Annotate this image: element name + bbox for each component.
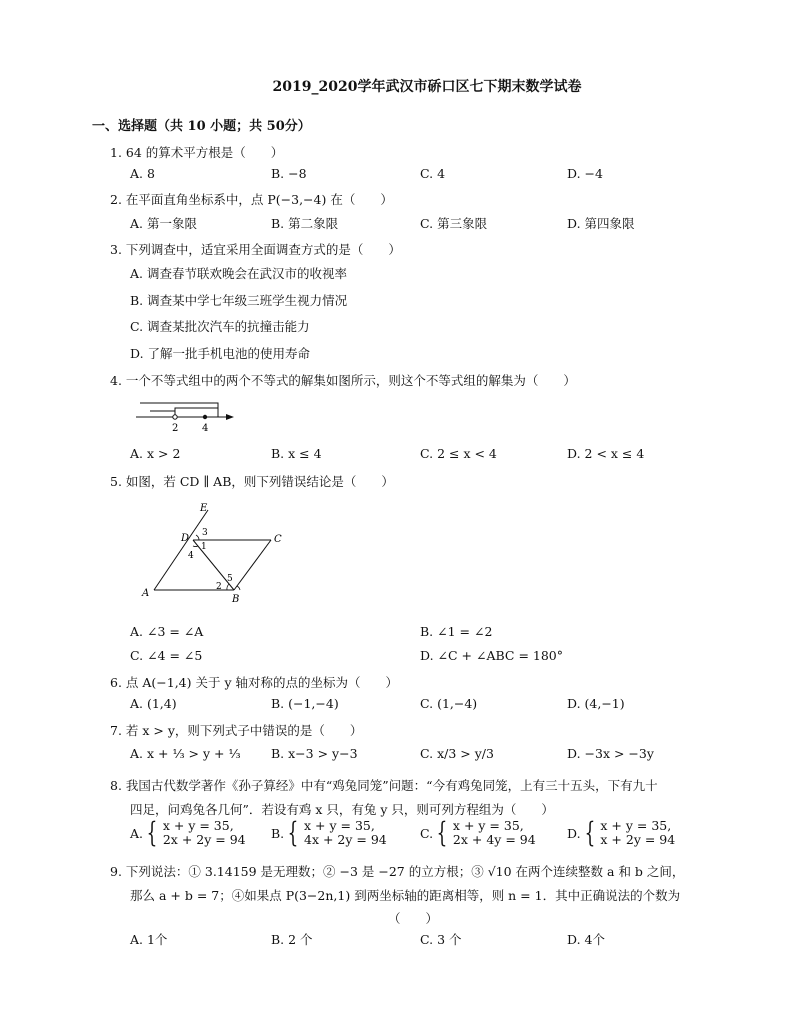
equation-line-1: x + y = 35, xyxy=(162,818,234,833)
question-2-stem: 2. 在平面直角坐标系中，点 P(−3,−4) 在（ ） xyxy=(110,192,393,207)
point-label-b: B xyxy=(232,594,240,605)
brace-glyph: { xyxy=(146,816,158,849)
equation-line-1: x + y = 35, xyxy=(600,818,672,833)
question-4-stem: 4. 一个不等式组中的两个不等式的解集如图所示，则这个不等式组的解集为（ ） xyxy=(110,373,576,388)
question-3-option-d[interactable]: D. 了解一批手机电池的使用寿命 xyxy=(130,346,311,361)
question-9-option-c[interactable]: C. 3 个 xyxy=(420,932,462,947)
question-2-option-b[interactable]: B. 第二象限 xyxy=(271,216,339,231)
angle-label-5: 5 xyxy=(227,574,233,584)
question-4-option-b[interactable]: B. x ≤ 4 xyxy=(271,446,322,461)
angle-label-2: 2 xyxy=(216,582,222,592)
question-9-stem-line-2: 那么 a + b = 7；④如果点 P(3−2n,1) 到两坐标轴的距离相等，则 n = 1．其中正确说法的个数为 xyxy=(130,888,681,903)
question-8-option-b[interactable] xyxy=(271,816,387,849)
option-letter: D. xyxy=(567,825,581,841)
equation-line-2: 2x + 4y = 94 xyxy=(452,832,536,847)
number-line-label-2: 2 xyxy=(172,423,179,434)
parallel-lines-figure xyxy=(136,500,296,610)
question-3-option-b[interactable]: B. 调查某中学七年级三班学生视力情况 xyxy=(130,293,348,308)
option-letter: A. xyxy=(130,825,144,841)
question-9-stem-line-1: 9. 下列说法：① 3.14159 是无理数；② −3 是 −27 的立方根；③ √10 在两个连续整数 a 和 b 之间， xyxy=(110,864,685,879)
number-line-label-4: 4 xyxy=(202,423,209,434)
question-4-option-c[interactable]: C. 2 ≤ x < 4 xyxy=(420,446,497,461)
question-9-option-b[interactable]: B. 2 个 xyxy=(271,932,313,947)
question-8-stem-line-1: 8. 我国古代数学著作《孙子算经》中有“鸡兔同笼”问题：“今有鸡兔同笼，上有三十五头，下有九十 xyxy=(110,778,658,793)
question-8-option-d[interactable] xyxy=(567,816,676,849)
question-5-option-a[interactable]: A. ∠3 = ∠A xyxy=(130,624,204,639)
exam-title: 2019_2020学年武汉市硚口区七下期末数学试卷 xyxy=(272,79,582,95)
question-7-option-a[interactable]: A. x + ⅓ > y + ⅓ xyxy=(130,746,241,761)
angle-label-3: 3 xyxy=(202,528,208,538)
point-label-d: D xyxy=(181,533,190,544)
angle-label-1: 1 xyxy=(201,542,207,552)
point-label-e: E xyxy=(200,503,208,514)
question-1-option-a[interactable]: A. 8 xyxy=(130,166,155,181)
question-8-option-c[interactable] xyxy=(420,816,536,849)
question-9-option-a[interactable]: A. 1个 xyxy=(130,932,168,947)
question-7-option-b[interactable]: B. x−3 > y−3 xyxy=(271,746,358,761)
equation-line-2: 4x + 2y = 94 xyxy=(304,832,387,847)
brace-glyph: { xyxy=(436,816,448,849)
point-label-c: C xyxy=(274,534,282,545)
option-letter: B. xyxy=(271,825,285,841)
question-5-option-d[interactable]: D. ∠C + ∠ABC = 180° xyxy=(420,648,563,663)
point-label-a: A xyxy=(142,588,150,599)
brace-glyph: { xyxy=(287,816,299,849)
question-9-stem-line-3: （ ） xyxy=(388,911,439,926)
option-letter: C. xyxy=(420,825,434,841)
question-5-option-c[interactable]: C. ∠4 = ∠5 xyxy=(130,648,203,663)
equation-line-2: 2x + 2y = 94 xyxy=(162,832,246,847)
question-7-option-d[interactable]: D. −3x > −3y xyxy=(567,746,654,761)
question-6-stem: 6. 点 A(−1,4) 关于 y 轴对称的点的坐标为（ ） xyxy=(110,675,398,690)
angle-label-4: 4 xyxy=(188,551,194,561)
equation-line-1: x + y = 35, xyxy=(304,818,375,833)
question-5-stem: 5. 如图，若 CD ∥ AB，则下列错误结论是（ ） xyxy=(110,474,394,489)
question-2-option-d[interactable]: D. 第四象限 xyxy=(567,216,635,231)
question-1-option-b[interactable]: B. −8 xyxy=(271,166,307,181)
equation-line-1: x + y = 35, xyxy=(452,818,524,833)
question-1-option-c[interactable]: C. 4 xyxy=(420,166,446,181)
question-6-option-c[interactable]: C. (1,−4) xyxy=(420,696,478,711)
question-5-option-b[interactable]: B. ∠1 = ∠2 xyxy=(420,624,493,639)
question-9-option-d[interactable]: D. 4个 xyxy=(567,932,605,947)
question-3-stem: 3. 下列调查中，适宜采用全面调查方式的是（ ） xyxy=(110,242,401,257)
question-2-option-a[interactable]: A. 第一象限 xyxy=(130,216,197,231)
question-7-stem: 7. 若 x > y，则下列式子中错误的是（ ） xyxy=(110,723,363,738)
question-4-option-a[interactable]: A. x > 2 xyxy=(130,446,181,461)
question-4-option-d[interactable]: D. 2 < x ≤ 4 xyxy=(567,446,645,461)
question-2-option-c[interactable]: C. 第三象限 xyxy=(420,216,488,231)
question-3-option-c[interactable]: C. 调查某批次汽车的抗撞击能力 xyxy=(130,319,310,334)
question-8-option-a[interactable] xyxy=(130,816,246,849)
question-3-option-a[interactable]: A. 调查春节联欢晚会在武汉市的收视率 xyxy=(130,266,347,281)
section-heading: 一、选择题（共 10 小题；共 50分） xyxy=(92,119,311,134)
question-6-option-a[interactable]: A. (1,4) xyxy=(130,696,177,711)
number-line-figure xyxy=(130,395,240,437)
question-8-stem-line-2: 四足，问鸡兔各几何”．若设有鸡 x 只，有兔 y 只，则可列方程组为（ ） xyxy=(130,802,554,817)
question-1-stem: 1. 64 的算术平方根是（ ） xyxy=(110,145,284,160)
question-6-option-d[interactable]: D. (4,−1) xyxy=(567,696,625,711)
question-6-option-b[interactable]: B. (−1,−4) xyxy=(271,696,339,711)
brace-glyph: { xyxy=(584,816,595,849)
question-7-option-c[interactable]: C. x/3 > y/3 xyxy=(420,746,494,761)
equation-line-2: x + 2y = 94 xyxy=(600,832,676,847)
question-1-option-d[interactable]: D. −4 xyxy=(567,166,603,181)
